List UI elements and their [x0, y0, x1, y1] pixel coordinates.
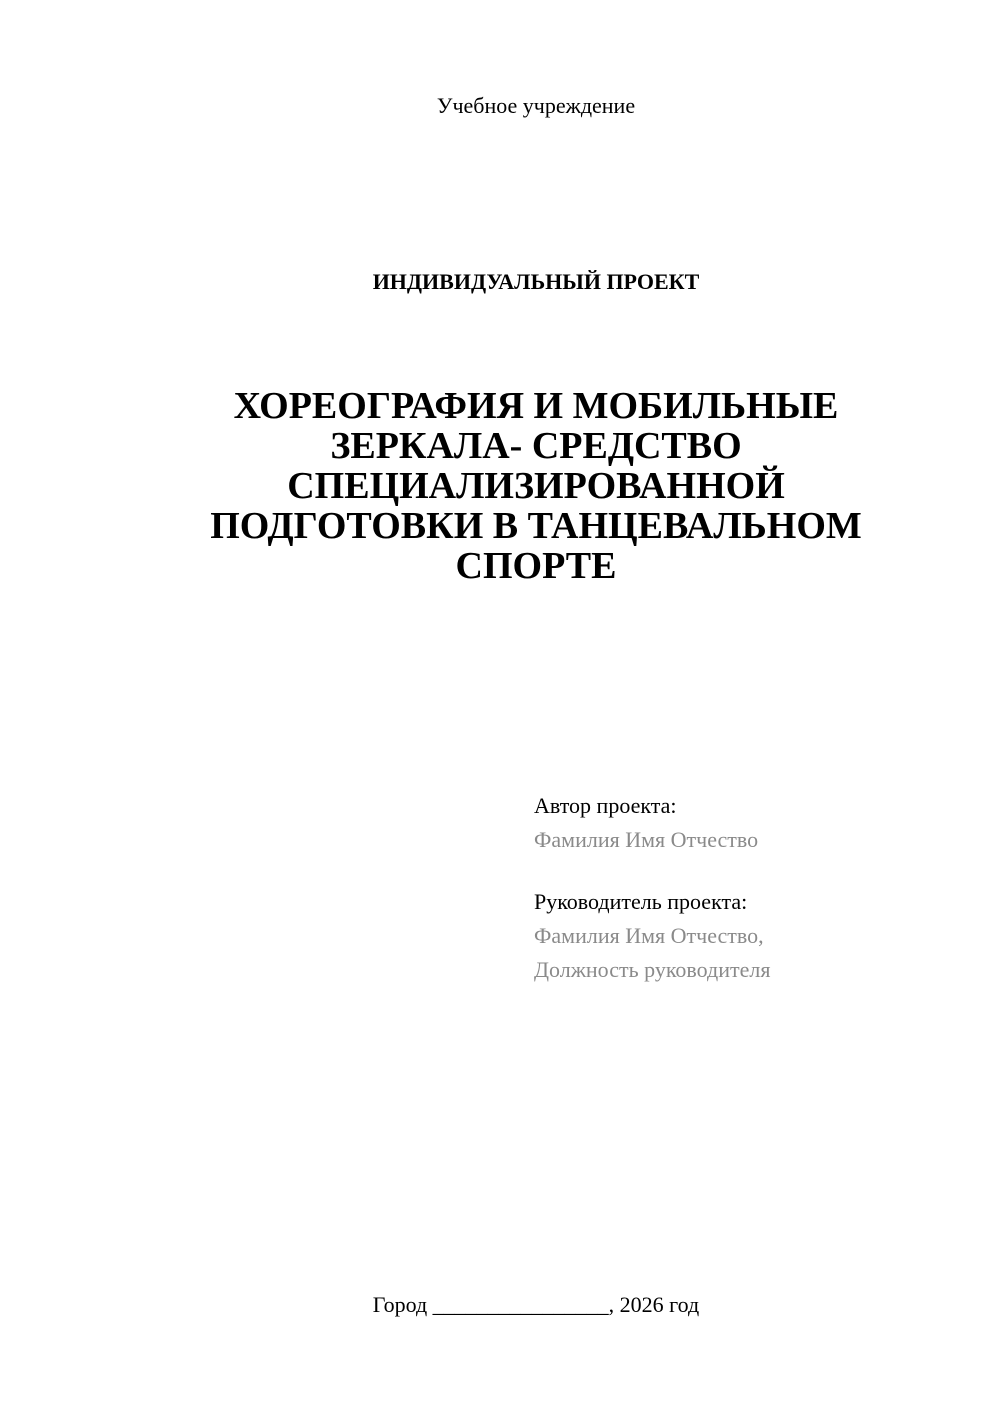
author-name: Фамилия Имя Отчество [534, 827, 759, 852]
project-info-block [534, 789, 964, 987]
title-line: СПОРТЕ [455, 545, 617, 587]
title-line: ПОДГОТОВКИ В ТАНЦЕВАЛЬНОМ [210, 505, 862, 547]
title-line: СПЕЦИАЛИЗИРОВАННОЙ [287, 465, 785, 507]
info-spacer [534, 857, 964, 885]
supervisor-label: Руководитель проекта: [534, 889, 748, 914]
title-line: ХОРЕОГРАФИЯ И МОБИЛЬНЫЕ [233, 385, 839, 427]
project-title [150, 386, 922, 586]
title-line: ЗЕРКАЛА- СРЕДСТВО [330, 425, 742, 467]
city-year-footer: Город ________________, 2026 год [372, 1292, 700, 1317]
project-type-heading: ИНДИВИДУАЛЬНЫЙ ПРОЕКТ [372, 269, 700, 294]
supervisor-position: Должность руководителя [534, 957, 771, 982]
institution-name: Учебное учреждение [436, 93, 636, 118]
supervisor-name: Фамилия Имя Отчество, [534, 923, 764, 948]
author-label: Автор проекта: [534, 793, 677, 818]
